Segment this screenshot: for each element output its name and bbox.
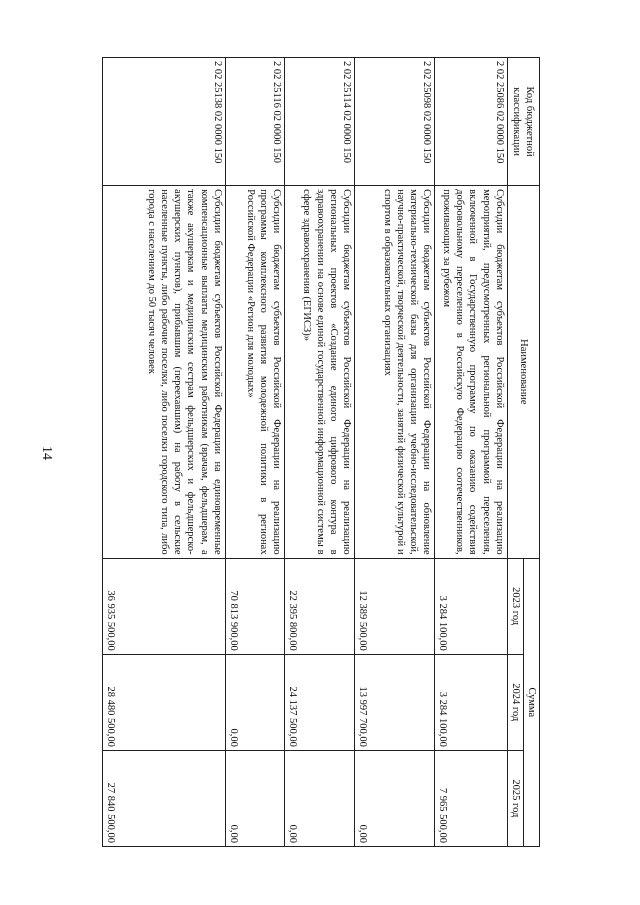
row-name: Субсидии бюджетам субъектов Российской Федерации на реализацию мероприятий, предусмотренных региональной программой переселения, включенной в Государственную программу по оказанию содействия добровольному переселению в Российскую Федерацию соотечественников, проживающих за рубежом	[435, 186, 508, 558]
table-row	[225, 58, 284, 847]
row-value-2024: 3 284 100,00	[435, 654, 508, 750]
table-row	[103, 58, 226, 847]
table-row	[354, 58, 434, 847]
row-value-2023: 3 284 100,00	[435, 558, 508, 654]
row-value-2025: 27 840 500,00	[103, 750, 226, 846]
row-value-2024: 24 137 500,00	[284, 654, 354, 750]
row-value-2023: 36 935 500,00	[103, 558, 226, 654]
row-value-2025: 0,00	[284, 750, 354, 846]
header-year-2025: 2025 год	[507, 750, 523, 846]
row-value-2024: 0,00	[225, 654, 284, 750]
row-value-2024: 28 480 500,00	[103, 654, 226, 750]
row-value-2025: 7 965 500,00	[435, 750, 508, 846]
row-name: Субсидии бюджетам субъектов Российской Федерации на реализацию программы комплексного развития молодежной политики в регионах Российской Федерации «Регион для молодых»	[225, 186, 284, 558]
row-value-2023: 12 389 500,00	[354, 558, 434, 654]
row-name: Субсидии бюджетам субъектов Российской Федерации на реализацию региональных проектов «Создание единого цифрового контура в здравоохранении на основе единой государственной информационной системы в сфере здравоохранения (ЕГИСЗ)»	[284, 186, 354, 558]
row-value-2024: 13 997 700,00	[354, 654, 434, 750]
row-code: 2 02 25116 02 0000 150	[225, 58, 284, 186]
row-code: 2 02 25098 02 0000 150	[354, 58, 434, 186]
row-code: 2 02 25086 02 0000 150	[435, 58, 508, 186]
row-code: 2 02 25114 02 0000 150	[284, 58, 354, 186]
page-number: 14	[39, 446, 54, 460]
table-row	[435, 58, 508, 847]
row-value-2025: 0,00	[354, 750, 434, 846]
header-sum: Сумма	[523, 558, 539, 846]
row-value-2023: 70 813 900,00	[225, 558, 284, 654]
row-value-2023: 22 395 800,00	[284, 558, 354, 654]
header-name: Наименование	[507, 186, 539, 558]
header-code: Код бюджетной классификации	[507, 58, 539, 186]
row-name: Субсидии бюджетам субъектов Российской Федерации на единовременные компенсационные выплаты медицинским работникам (врачам, фельдшерам, а также акушеркам и медицинским сестрам фельдшерских и фельдшерско-акушерских пунктов), прибывшим (переехавшим) на работу в сельские населенные пункты, либо рабочие поселки, либо поселки городского типа, либо города с населением до 50 тысяч человек	[103, 186, 226, 558]
row-value-2025: 0,00	[225, 750, 284, 846]
budget-table	[102, 57, 540, 847]
rotated-table-frame	[102, 57, 540, 847]
row-name: Субсидии бюджетам субъектов Российской Федерации на обновление материально-технической базы для организации учебно-исследовательской, научно-практической, творческой деятельности, занятий физической культурой и спортом в образовательных организациях	[354, 186, 434, 558]
header-year-2023: 2023 год	[507, 558, 523, 654]
row-code: 2 02 25138 02 0000 150	[103, 58, 226, 186]
header-year-2024: 2024 год	[507, 654, 523, 750]
table-row	[284, 58, 354, 847]
